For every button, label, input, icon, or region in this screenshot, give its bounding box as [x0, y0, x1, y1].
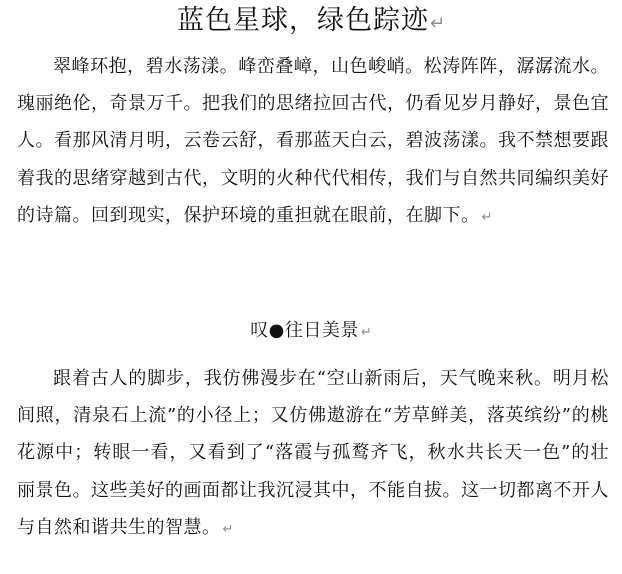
paragraph-mark-icon: ↵	[429, 13, 446, 34]
paragraph-mark-icon: ↵	[222, 521, 234, 537]
section-subheading	[0, 317, 622, 347]
paragraph-2	[17, 360, 609, 548]
document-title	[0, 4, 622, 41]
paragraph-1-text: 翠峰环抱，碧水荡漾。峰峦叠嶂，山色峻峭。松涛阵阵，潺潺流水。瑰丽绝伦，奇景万千。把我们的思绪拉回古代，仍看见岁月静好，景色宜人。看那风清月明，云卷云舒，看那蓝天白云，碧波荡漾。我不禁想要跟着我的思绪穿越到古代，文明的火种代代相传，我们与自然共同编织美好的诗篇。回到现实，保护环境的重担就在眼前，在脚下。	[17, 56, 609, 226]
paragraph-mark-icon: ↵	[360, 325, 372, 340]
paragraph-2-text: 跟着古人的脚步，我仿佛漫步在“空山新雨后，天气晚来秋。明月松间照，清泉石上流”的小径上；又仿佛遨游在“芳草鲜美，落英缤纷”的桃花源中；转眼一看，又看到了“落霞与孤鹜齐飞，秋水共长天一色”的壮丽景色。这些美好的画面都让我沉浸其中，不能自拔。这一切都离不开人与自然和谐共生的智慧。	[17, 368, 609, 538]
subheading-text: 叹●往日美景	[250, 320, 359, 341]
paragraph-mark-icon: ↵	[481, 209, 493, 225]
paragraph-1	[17, 48, 609, 236]
title-text: 蓝色星球，绿色踪迹	[176, 5, 429, 36]
